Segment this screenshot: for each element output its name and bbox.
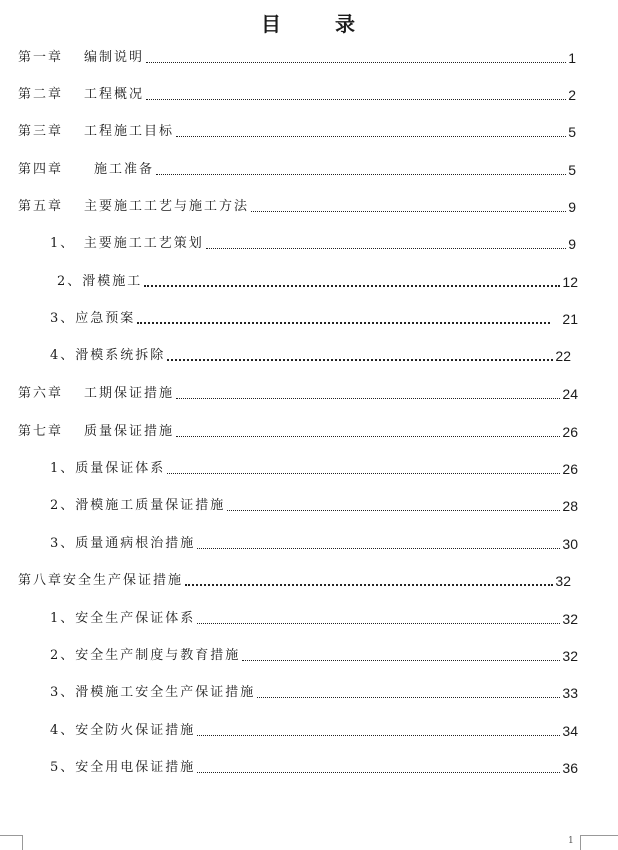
toc-chapter: 第六章 bbox=[18, 386, 64, 401]
toc-page-number: 32 bbox=[555, 573, 571, 589]
toc-entry[interactable] bbox=[50, 535, 578, 553]
toc-entry-text: 工程概况 bbox=[84, 87, 145, 102]
toc-entry-text: 3、质量通病根治措施 bbox=[50, 536, 196, 551]
toc-entry[interactable] bbox=[50, 497, 578, 515]
toc-chapter: 第三章 bbox=[18, 124, 64, 139]
dot-leader bbox=[167, 359, 553, 361]
dot-leader bbox=[144, 285, 560, 287]
toc-entry-text: 3、应急预案 bbox=[50, 311, 136, 326]
dot-leader bbox=[206, 248, 566, 249]
toc-page-number: 32 bbox=[562, 611, 578, 627]
toc-page-number: 5 bbox=[568, 124, 576, 140]
toc-entry-text: 2、安全生产制度与教育措施 bbox=[50, 648, 241, 663]
dot-leader bbox=[197, 735, 560, 736]
toc-entry[interactable] bbox=[50, 684, 578, 702]
toc-page-number: 12 bbox=[562, 274, 578, 290]
toc-page-number: 1 bbox=[568, 50, 576, 66]
toc-entry[interactable] bbox=[18, 385, 578, 403]
dot-leader bbox=[251, 211, 566, 212]
toc-entry[interactable] bbox=[18, 423, 578, 441]
toc-page-number: 22 bbox=[555, 348, 571, 364]
dot-leader bbox=[176, 398, 560, 399]
toc-chapter: 第七章 bbox=[18, 424, 64, 439]
toc-entry-text: 1、安全生产保证体系 bbox=[50, 611, 196, 626]
toc-entry-text: 工期保证措施 bbox=[84, 386, 175, 401]
toc-chapter: 第四章 bbox=[18, 162, 64, 177]
toc-entry-text: 1、质量保证体系 bbox=[50, 461, 166, 476]
toc-title bbox=[0, 8, 618, 37]
footer-page-number: 1 bbox=[568, 836, 574, 846]
toc-page-number: 21 bbox=[562, 311, 578, 327]
toc-entry[interactable] bbox=[50, 647, 578, 665]
toc-entry[interactable] bbox=[18, 86, 576, 104]
toc-page-number: 9 bbox=[568, 236, 576, 252]
dot-leader bbox=[176, 436, 560, 437]
toc-entry-text: 2、滑模施工质量保证措施 bbox=[50, 498, 226, 513]
toc-entry[interactable] bbox=[18, 49, 576, 67]
toc-title-char-2: 录 bbox=[335, 12, 357, 36]
toc-page-number: 32 bbox=[562, 648, 578, 664]
toc-page-number: 5 bbox=[568, 162, 576, 178]
toc-entry[interactable] bbox=[50, 460, 578, 478]
toc-entry-text: 施工准备 bbox=[94, 162, 155, 177]
toc-page-number: 24 bbox=[562, 386, 578, 402]
toc-entry[interactable] bbox=[50, 722, 578, 740]
toc-entry-text: 4、安全防火保证措施 bbox=[50, 723, 196, 738]
toc-entry[interactable] bbox=[18, 198, 576, 216]
toc-title-char-1: 目 bbox=[261, 12, 283, 36]
toc-entry[interactable] bbox=[18, 123, 576, 141]
toc-entry[interactable] bbox=[50, 310, 578, 328]
toc-page-number: 28 bbox=[562, 498, 578, 514]
dot-leader bbox=[146, 62, 566, 63]
dot-leader bbox=[242, 660, 560, 661]
dot-leader bbox=[146, 99, 566, 100]
toc-entry-text: 5、安全用电保证措施 bbox=[50, 760, 196, 775]
dot-leader bbox=[257, 697, 560, 698]
dot-leader bbox=[176, 136, 566, 137]
dot-leader bbox=[167, 473, 560, 474]
toc-page-number: 26 bbox=[562, 461, 578, 477]
dot-leader bbox=[197, 772, 560, 773]
toc-chapter: 第一章 bbox=[18, 50, 64, 65]
toc-entry[interactable] bbox=[18, 572, 571, 590]
toc-entry-text: 2、滑模施工 bbox=[57, 274, 143, 289]
toc-page-number: 30 bbox=[562, 536, 578, 552]
dot-leader bbox=[227, 510, 560, 511]
dot-leader bbox=[156, 174, 566, 175]
toc-page-number: 2 bbox=[568, 87, 576, 103]
toc-chapter: 第二章 bbox=[18, 87, 64, 102]
toc-entry-text: 编制说明 bbox=[84, 50, 145, 65]
page-margin-corner-right bbox=[580, 835, 618, 850]
toc-entry[interactable] bbox=[50, 759, 578, 777]
toc-page-number: 26 bbox=[562, 424, 578, 440]
toc-entry[interactable] bbox=[18, 161, 576, 179]
toc-chapter: 第五章 bbox=[18, 199, 64, 214]
toc-entry[interactable] bbox=[50, 610, 578, 628]
toc-entry-text: 工程施工目标 bbox=[84, 124, 175, 139]
toc-entry-text: 3、滑模施工安全生产保证措施 bbox=[50, 685, 256, 700]
dot-leader bbox=[137, 322, 550, 324]
dot-leader bbox=[185, 584, 553, 586]
toc-entry-text: 4、滑模系统拆除 bbox=[50, 348, 166, 363]
page-margin-corner-left bbox=[0, 835, 23, 850]
toc-entry-text: 1、 主要施工工艺策划 bbox=[50, 236, 204, 251]
toc-page-number: 33 bbox=[562, 685, 578, 701]
toc-entry[interactable] bbox=[57, 273, 578, 291]
toc-entry[interactable] bbox=[50, 347, 571, 365]
toc-page-number: 34 bbox=[562, 723, 578, 739]
dot-leader bbox=[197, 548, 560, 549]
toc-entry-text: 第八章安全生产保证措施 bbox=[18, 573, 184, 588]
dot-leader bbox=[197, 623, 560, 624]
toc-entry[interactable] bbox=[50, 235, 576, 253]
toc-entry-text: 主要施工工艺与施工方法 bbox=[84, 199, 250, 214]
toc-page-number: 36 bbox=[562, 760, 578, 776]
toc-page-number: 9 bbox=[568, 199, 576, 215]
toc-entry-text: 质量保证措施 bbox=[84, 424, 175, 439]
